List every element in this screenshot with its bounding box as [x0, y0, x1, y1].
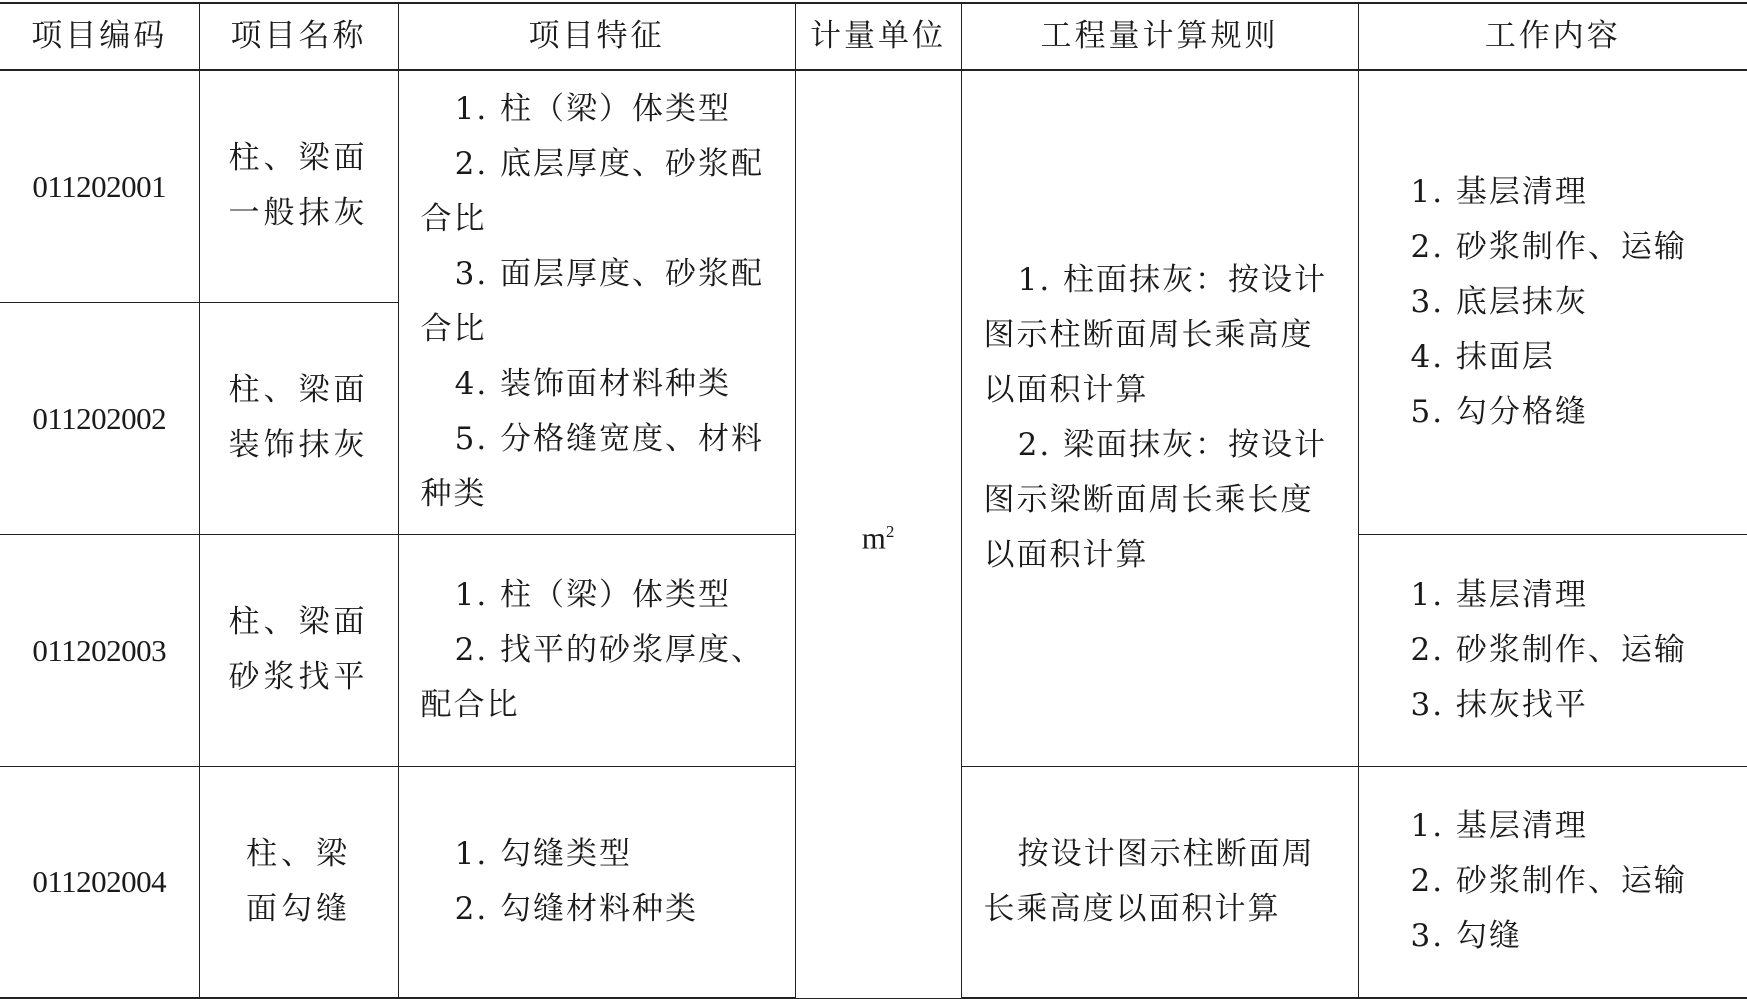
rule-line: 1. 柱面抹灰：按设计 [1017, 262, 1328, 299]
header-item-code: 项目编码 [0, 3, 199, 70]
work-line: 1. 基层清理 [1410, 576, 1588, 613]
calc-rule [961, 70, 1358, 766]
work-line: 4. 抹面层 [1410, 338, 1555, 375]
item-name [199, 534, 398, 766]
item-features [398, 766, 795, 998]
rule-line: 图示梁断面周长乘长度 [983, 482, 1314, 519]
work-line: 3. 抹灰找平 [1410, 686, 1588, 723]
item-code: 011202001 [0, 70, 199, 302]
table-row [0, 70, 1747, 302]
item-name-line: 柱、梁面 [228, 372, 369, 408]
item-name-line: 一般抹灰 [228, 195, 369, 232]
rule-line: 以面积计算 [983, 372, 1149, 409]
rule-line: 图示柱断面周长乘高度 [983, 317, 1314, 354]
item-name [199, 766, 398, 998]
work-line: 2. 砂浆制作、运输 [1410, 631, 1687, 668]
item-features [398, 70, 795, 534]
feature-line: 合比 [420, 311, 487, 348]
calc-rule [961, 766, 1358, 998]
feature-line: 1. 柱（梁）体类型 [454, 576, 732, 613]
header-row [0, 3, 1747, 70]
bill-of-quantities-table [0, 2, 1747, 999]
work-line: 1. 基层清理 [1410, 173, 1588, 210]
header-item-features: 项目特征 [398, 3, 795, 70]
feature-line: 配合比 [420, 686, 520, 723]
item-name [199, 302, 398, 534]
work-content [1358, 766, 1747, 998]
item-code: 011202002 [0, 302, 199, 534]
work-content [1358, 70, 1747, 534]
work-line: 1. 基层清理 [1410, 808, 1588, 845]
header-unit: 计量单位 [795, 3, 961, 70]
feature-line: 合比 [420, 201, 487, 238]
work-line: 2. 砂浆制作、运输 [1410, 863, 1687, 900]
rule-line: 2. 梁面抹灰：按设计 [1017, 427, 1328, 464]
header-calc-rule: 工程量计算规则 [961, 3, 1358, 70]
feature-line: 5. 分格缝宽度、材料 [454, 421, 765, 458]
header-work-content: 工作内容 [1358, 3, 1747, 70]
feature-line: 2. 找平的砂浆厚度、 [454, 631, 765, 668]
unit-base: m [861, 519, 886, 555]
item-name-line: 装饰抹灰 [228, 427, 369, 463]
item-code: 011202004 [0, 766, 199, 998]
feature-line: 3. 面层厚度、砂浆配 [454, 256, 765, 293]
work-line: 5. 勾分格缝 [1410, 393, 1588, 430]
header-item-name: 项目名称 [199, 3, 398, 70]
work-content [1358, 534, 1747, 766]
item-name [199, 70, 398, 302]
rule-line: 长乘高度以面积计算 [983, 890, 1281, 927]
item-features [398, 534, 795, 766]
work-line: 2. 砂浆制作、运输 [1410, 228, 1687, 265]
item-name-line: 砂浆找平 [228, 659, 369, 695]
work-line: 3. 勾缝 [1410, 918, 1522, 955]
feature-line: 2. 勾缝材料种类 [454, 890, 699, 927]
item-code: 011202003 [0, 534, 199, 766]
unit-cell [795, 70, 961, 998]
feature-line: 4. 装饰面材料种类 [454, 366, 732, 403]
feature-line: 种类 [420, 476, 487, 513]
rule-line: 按设计图示柱断面周 [1017, 835, 1315, 872]
work-line: 3. 底层抹灰 [1410, 283, 1588, 320]
feature-line: 1. 柱（梁）体类型 [454, 91, 732, 128]
item-name-line: 面勾缝 [246, 890, 351, 927]
unit-exponent: 2 [885, 521, 895, 541]
feature-line: 1. 勾缝类型 [454, 835, 633, 872]
item-name-line: 柱、梁 [246, 835, 351, 872]
rule-line: 以面积计算 [983, 537, 1149, 574]
item-name-line: 柱、梁面 [228, 140, 369, 177]
item-name-line: 柱、梁面 [228, 604, 369, 640]
feature-line: 2. 底层厚度、砂浆配 [454, 146, 765, 183]
